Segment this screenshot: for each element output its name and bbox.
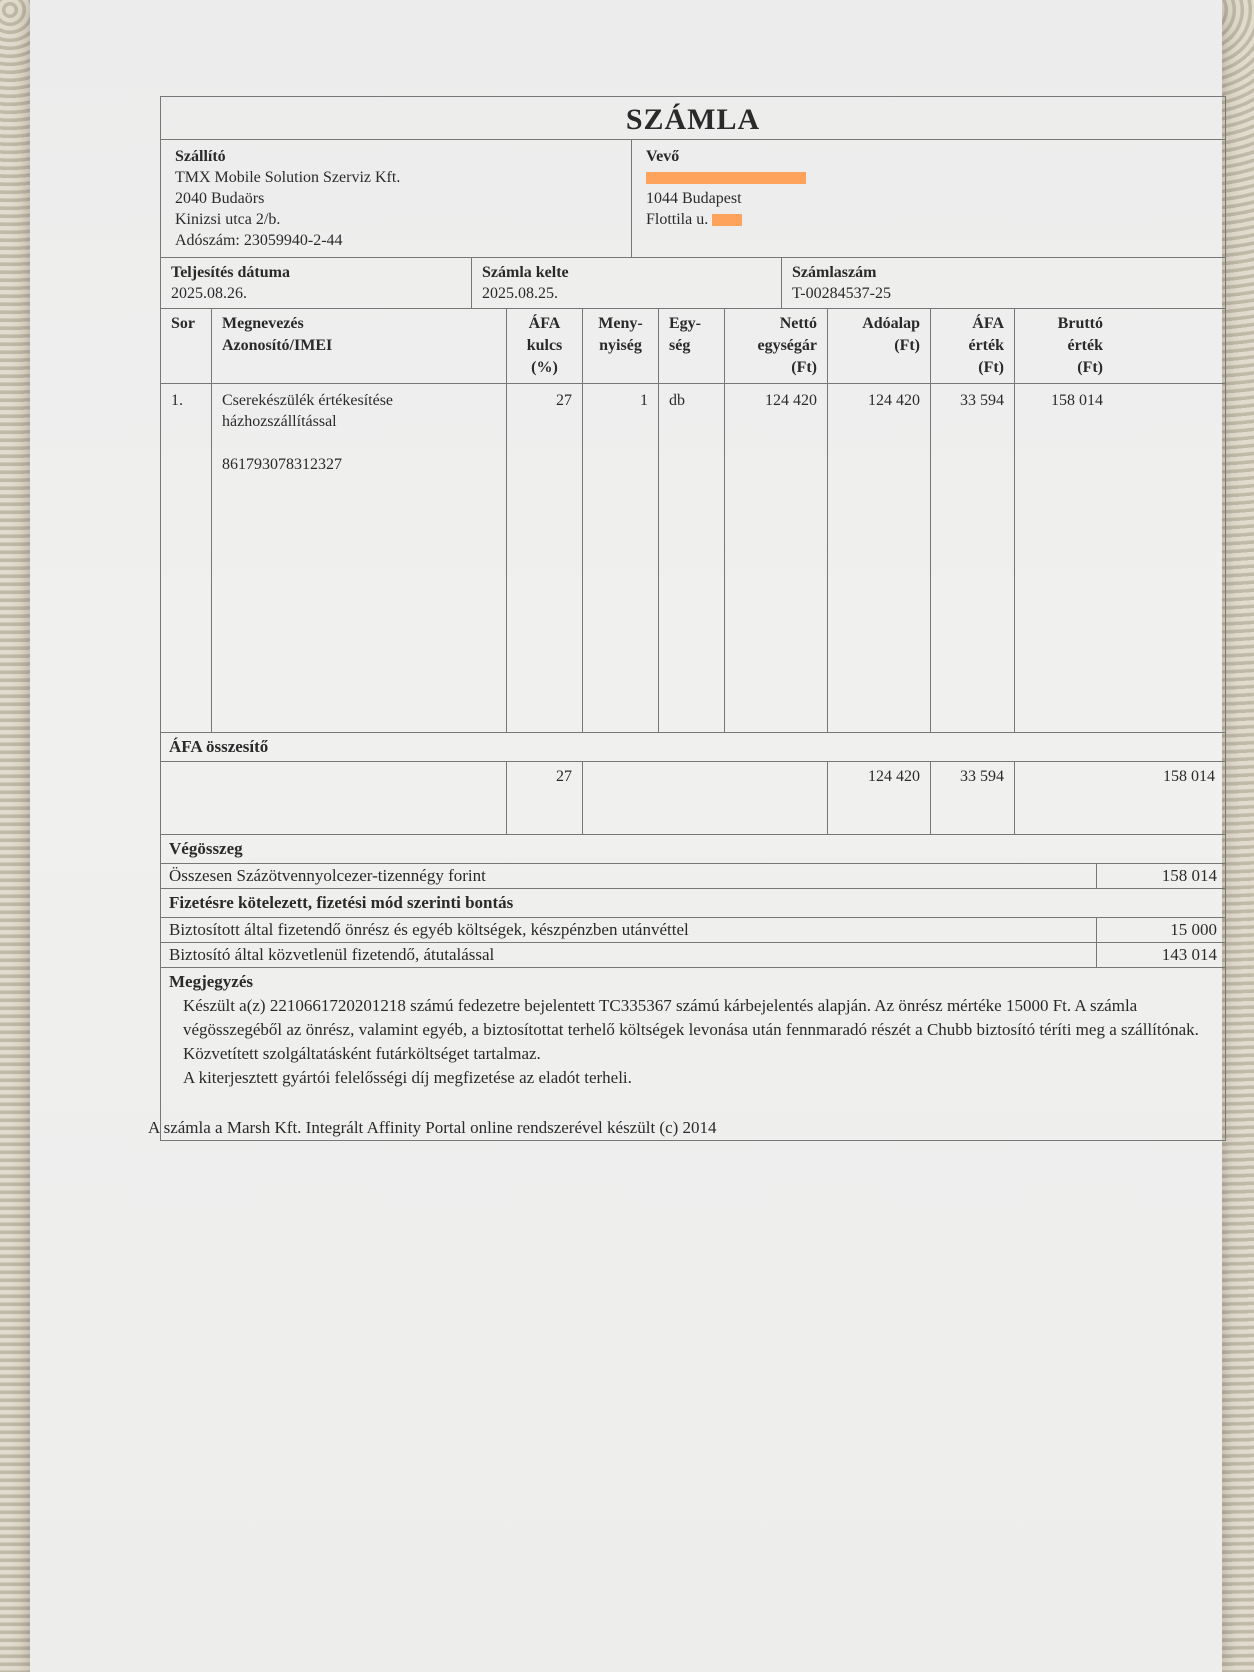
col-unit-line2: ség — [669, 337, 691, 354]
payment-row-2 — [161, 943, 1225, 968]
col-name — [211, 309, 506, 383]
vat-summary-base: 124 420 — [827, 762, 930, 834]
payment-value-1: 15 000 — [1096, 918, 1225, 942]
buyer-street-line — [646, 209, 1211, 230]
col-name-line1: Megnevezés — [222, 315, 304, 332]
col-vat-value — [930, 309, 1014, 383]
payment-line-1: Biztosított által fizetendő önrész és egyéb költségek, készpénzben utánvéttel — [169, 920, 689, 939]
col-net-line3: (Ft) — [791, 359, 817, 376]
vat-summary-blank — [582, 762, 827, 834]
item-vat-rate: 27 — [506, 384, 582, 732]
items-header — [161, 309, 1225, 384]
supplier-name: TMX Mobile Solution Szerviz Kft. — [175, 169, 401, 186]
supplier-label: Szállító — [175, 148, 226, 165]
col-base-line2: (Ft) — [894, 337, 920, 354]
item-quantity: 1 — [582, 384, 658, 732]
supplier-street: Kinizsi utca 2/b. — [175, 211, 281, 228]
issue-date-label: Számla kelte — [482, 264, 569, 281]
col-vatv-line3: (Ft) — [978, 359, 1004, 376]
item-gross-value: 158 014 — [1014, 384, 1113, 732]
total-row — [161, 864, 1225, 889]
col-unit — [658, 309, 724, 383]
item-net-price: 124 420 — [724, 384, 827, 732]
payment-line-2: Biztosító által közvetlenül fizetendő, átutalással — [169, 945, 495, 964]
item-vat-value: 33 594 — [930, 384, 1014, 732]
col-gross-line1: Bruttó — [1057, 315, 1103, 332]
item-tax-base: 124 420 — [827, 384, 930, 732]
issue-date-value: 2025.08.25. — [482, 285, 558, 302]
invoice-number — [781, 258, 1225, 308]
note-paragraph-1: Készült a(z) 2210661720201218 számú fedezetre bejelentett TC335367 számú kárbejelentés alapján. Az önrész mértéke 15000 Ft. A számla végösszegéből az önrész, valamint egyéb, a biztosítottat terhelő költségek levonása után fennmaradó részét a Chubb biztosító téríti meg a szállítónak. Közvetített szolgáltatásként futárköltséget tartalmaz. — [183, 996, 1199, 1063]
col-unit-line1: Egy- — [669, 315, 701, 332]
col-vat-rate-line3: (%) — [531, 359, 558, 376]
col-gross-line3: (Ft) — [1077, 359, 1103, 376]
table-row — [161, 384, 1225, 733]
item-desc-line2: házhozszállítással — [222, 413, 337, 430]
col-quantity-line2: nyiség — [599, 337, 642, 354]
supplier-tax-number: Adószám: 23059940-2-44 — [175, 232, 343, 249]
invoice-number-value: T-00284537-25 — [792, 285, 891, 302]
col-base-line1: Adóalap — [862, 315, 920, 332]
issue-date — [471, 258, 781, 308]
col-gross-line2: érték — [1067, 337, 1103, 354]
col-quantity-line1: Meny- — [598, 315, 643, 332]
vat-summary-rate: 27 — [506, 762, 582, 834]
payment-row-1 — [161, 918, 1225, 943]
payment-label: Fizetésre kötelezett, fizetési mód szerinti bontás — [161, 889, 1225, 918]
col-vatv-line1: ÁFA — [972, 315, 1004, 332]
performance-date-label: Teljesítés dátuma — [171, 264, 290, 281]
col-net-line1: Nettó — [779, 315, 817, 332]
payment-value-2: 143 014 — [1096, 943, 1225, 967]
dates-row — [161, 258, 1225, 309]
col-vat-rate-line1: ÁFA — [528, 315, 561, 332]
buyer-city: 1044 Budapest — [646, 190, 742, 207]
vat-summary-blank — [161, 762, 506, 834]
buyer-block — [631, 140, 1225, 257]
col-net-price — [724, 309, 827, 383]
supplier-city: 2040 Budaörs — [175, 190, 265, 207]
supplier-block — [161, 140, 631, 257]
note-paragraph-2: A kiterjesztett gyártói felelősségi díj megfizetése az eladót terheli. — [183, 1068, 632, 1087]
performance-date-value: 2025.08.26. — [171, 285, 247, 302]
vat-summary-row — [161, 762, 1225, 835]
redaction-mark — [712, 214, 742, 226]
col-sor: Sor — [171, 315, 195, 332]
item-desc-line1: Cserekészülék értékesítése — [222, 392, 394, 409]
redaction-mark — [646, 172, 806, 184]
item-imei: 861793078312327 — [222, 456, 342, 473]
invoice-table — [160, 96, 1226, 1141]
buyer-label: Vevő — [646, 148, 680, 165]
vat-summary-gross: 158 014 — [1014, 762, 1225, 834]
col-vatv-line2: érték — [968, 337, 1004, 354]
invoice-number-label: Számlaszám — [792, 264, 877, 281]
col-tax-base — [827, 309, 930, 383]
col-vat-rate — [506, 309, 582, 383]
buyer-name-redacted — [646, 167, 1211, 188]
note-section — [161, 968, 1225, 1140]
performance-date — [161, 258, 471, 308]
col-net-line2: egységár — [757, 337, 817, 354]
total-in-words: Összesen Százötvennyolcezer-tizennégy forint — [169, 866, 486, 885]
invoice-title: SZÁMLA — [161, 97, 1225, 140]
total-value: 158 014 — [1096, 864, 1225, 888]
col-gross-value — [1014, 309, 1113, 383]
note-label: Megjegyzés — [169, 972, 254, 991]
total-label: Végösszeg — [161, 835, 1225, 864]
item-description — [211, 384, 506, 732]
col-quantity — [582, 309, 658, 383]
col-name-line2: Azonosító/IMEI — [222, 337, 333, 354]
buyer-street: Flottila u. — [646, 211, 709, 228]
parties-row — [161, 140, 1225, 258]
col-vat-rate-line2: kulcs — [526, 337, 563, 354]
footer-text: A számla a Marsh Kft. Integrált Affinity Portal online rendszerével készült (c) 2014 — [148, 1118, 717, 1137]
invoice-paper — [30, 0, 1222, 1672]
item-unit: db — [658, 384, 724, 732]
vat-summary-vat: 33 594 — [930, 762, 1014, 834]
vat-summary-label: ÁFA összesítő — [161, 733, 1225, 762]
item-number: 1. — [171, 392, 183, 409]
